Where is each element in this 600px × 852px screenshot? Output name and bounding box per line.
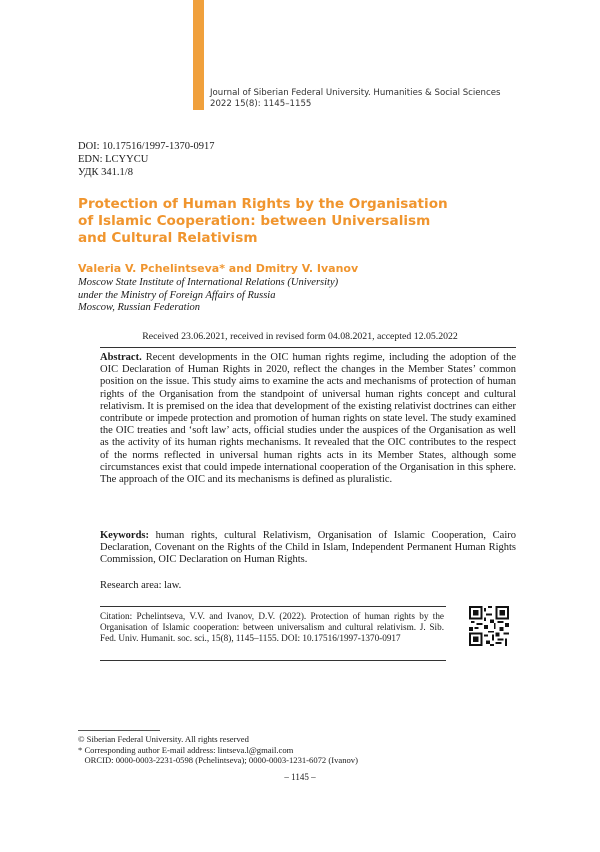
page-number: – 1145 – (284, 772, 316, 782)
title-line-2: of Islamic Cooperation: between Universalism (78, 213, 431, 229)
citation-divider-top (100, 606, 446, 607)
copyright: © Siberian Federal University. All rights reserved (78, 734, 249, 744)
footnote-divider (78, 730, 160, 731)
received-dates: Received 23.06.2021, received in revised form 04.08.2021, accepted 12.05.2022 (142, 331, 458, 342)
orcid: ORCID: 0000-0003-2231-0598 (Pchelintseva); 0000-0003-1231-6072 (Ivanov) (78, 755, 358, 766)
title-line-3: and Cultural Relativism (78, 230, 258, 246)
citation: Citation: Pchelintseva, V.V. and Ivanov, D.V. (2022). Protection of human rights by the Organisation of Islamic cooperation: between universalism and cultural relativism. J. Sib. Fed. Univ. Humanit. soc. sci., 15(8), 1145–1155. DOI: 10.17516/1997-1370-0917 (100, 611, 444, 643)
article-identifiers (78, 140, 215, 179)
abstract-label: Abstract. (100, 352, 142, 363)
edn: EDN: LCYYCU (78, 154, 149, 165)
affiliation-line-3: Moscow, Russian Federation (78, 302, 201, 313)
abstract-text: Recent developments in the OIC human rights regime, including the adoption of the OIC Declaration of Human Rights in 2020, reflect the changes in the Member States’ common position on the issue. This study aims to examine the acts and mechanisms of protection of human rights of the Organisation from the standpoint of universal human rights concept and cultural relativism. It is premised on the idea that development of the existing relativist doctrines can either contribute or impede protection and promotion of human rights on state level. The study examined the OIC treaties and ‘soft law’ acts, official studies under the auspices of the Organisation as well as the activity of its human rights mechanisms. It revealed that the OIC contributes to the respect of the norms reflected in universal human rights acts in its Member States, although some circumstances exist that could impede international cooperation of the Organisation in this sphere. The approach of the OIC and its mechanisms is defined as pluralistic. (100, 352, 516, 486)
abstract (100, 352, 516, 486)
research-area: Research area: law. (100, 580, 182, 591)
keywords (100, 530, 516, 567)
citation-divider-bottom (100, 660, 446, 661)
corresponding-author: * Corresponding author E-mail address: lintseva.l@gmail.com (78, 744, 294, 755)
authors: Valeria V. Pchelintseva* and Dmitry V. Ivanov (78, 262, 359, 275)
orange-accent-bar (193, 0, 204, 110)
divider-top (100, 347, 516, 348)
affiliation-line-1: Moscow State Institute of International Relations (University) (78, 277, 339, 288)
keywords-label: Keywords: (100, 530, 149, 541)
article-title (78, 196, 458, 247)
affiliation-line-2: under the Ministry of Foreign Affairs of Russia (78, 289, 276, 301)
keywords-text: human rights, cultural Relativism, Organisation of Islamic Cooperation, Cairo Declaration, Covenant on the Rights of the Child in Islam, Independent Permanent Human Rights Commission, OIC Declaration on Human Rights. (100, 530, 516, 566)
journal-issue: 2022 15(8): 1145–1155 (210, 99, 312, 109)
title-line-1: Protection of Human Rights by the Organisation (78, 196, 448, 212)
doi[interactable]: DOI: 10.17516/1997-1370-0917 (78, 141, 215, 152)
affiliation (78, 277, 338, 315)
qr-code-icon[interactable] (469, 606, 509, 646)
udk: УДК 341.1/8 (78, 167, 133, 178)
footnotes (78, 734, 358, 766)
journal-name: Journal of Siberian Federal University. Humanities & Social Sciences (210, 88, 501, 98)
journal-header (210, 88, 501, 110)
